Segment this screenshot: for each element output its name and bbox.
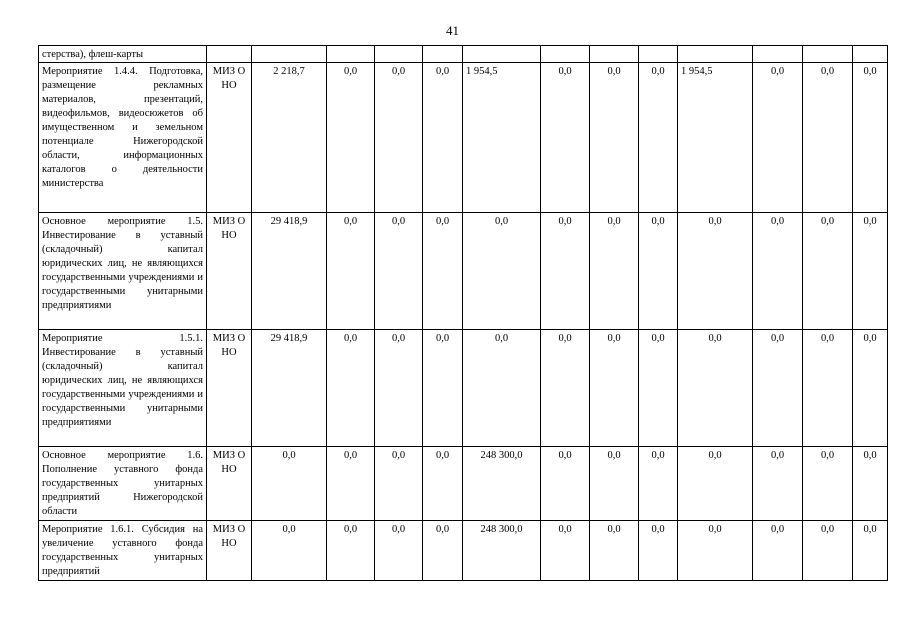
value-cell: 0,0 bbox=[541, 521, 590, 581]
value-cell: 0,0 bbox=[678, 447, 753, 521]
value-cell: 0,0 bbox=[853, 447, 888, 521]
value-cell: 1 954,5 bbox=[463, 63, 541, 213]
value-cell bbox=[639, 46, 678, 63]
value-cell: 0,0 bbox=[853, 63, 888, 213]
value-cell: 0,0 bbox=[327, 213, 375, 330]
value-cell: 0,0 bbox=[423, 63, 463, 213]
value-cell bbox=[590, 46, 639, 63]
value-cell: 0,0 bbox=[375, 63, 423, 213]
value-cell: 0,0 bbox=[423, 447, 463, 521]
value-cell: 248 300,0 bbox=[463, 447, 541, 521]
value-cell bbox=[541, 46, 590, 63]
measure-name-cell: Мероприятие 1.6.1. Субсидия на увеличение уставного фонда государственных унитарных предприятий bbox=[39, 521, 207, 581]
value-cell: 2 218,7 bbox=[252, 63, 327, 213]
value-cell: 0,0 bbox=[327, 63, 375, 213]
value-cell bbox=[423, 46, 463, 63]
value-cell: 0,0 bbox=[375, 521, 423, 581]
budget-table bbox=[38, 45, 888, 581]
table-row bbox=[39, 521, 888, 581]
value-cell: 0,0 bbox=[590, 330, 639, 447]
value-cell: 0,0 bbox=[803, 63, 853, 213]
value-cell: 0,0 bbox=[853, 330, 888, 447]
organization-cell: МИЗ О НО bbox=[207, 63, 252, 213]
table-row bbox=[39, 447, 888, 521]
value-cell: 248 300,0 bbox=[463, 521, 541, 581]
value-cell: 0,0 bbox=[327, 330, 375, 447]
value-cell bbox=[252, 46, 327, 63]
organization-cell: МИЗ О НО bbox=[207, 213, 252, 330]
table-row bbox=[39, 213, 888, 330]
value-cell: 0,0 bbox=[423, 213, 463, 330]
value-cell: 0,0 bbox=[803, 213, 853, 330]
value-cell: 0,0 bbox=[753, 213, 803, 330]
value-cell: 0,0 bbox=[541, 330, 590, 447]
value-cell: 1 954,5 bbox=[678, 63, 753, 213]
value-cell: 0,0 bbox=[590, 213, 639, 330]
value-cell: 0,0 bbox=[590, 521, 639, 581]
value-cell: 0,0 bbox=[803, 447, 853, 521]
value-cell: 0,0 bbox=[678, 213, 753, 330]
table-row bbox=[39, 330, 888, 447]
value-cell bbox=[327, 46, 375, 63]
value-cell bbox=[678, 46, 753, 63]
measure-name-cell: стерства), флеш-карты bbox=[39, 46, 207, 63]
value-cell: 0,0 bbox=[753, 521, 803, 581]
value-cell: 0,0 bbox=[853, 521, 888, 581]
measure-name-cell: Основное мероприятие 1.6. Пополнение уставного фонда государственных унитарных предприятий Нижегородской области bbox=[39, 447, 207, 521]
page-number: 41 bbox=[446, 23, 459, 38]
value-cell: 0,0 bbox=[423, 330, 463, 447]
value-cell: 0,0 bbox=[590, 447, 639, 521]
value-cell: 29 418,9 bbox=[252, 213, 327, 330]
value-cell: 0,0 bbox=[423, 521, 463, 581]
value-cell bbox=[753, 46, 803, 63]
value-cell bbox=[375, 46, 423, 63]
value-cell: 0,0 bbox=[375, 330, 423, 447]
measure-name-cell: Основное мероприятие 1.5. Инвестирование в уставный (складочный) капитал юридических лиц, не являющихся государственными учреждениями и государственными унитарными предприятиями bbox=[39, 213, 207, 330]
value-cell: 0,0 bbox=[753, 447, 803, 521]
value-cell bbox=[803, 46, 853, 63]
value-cell: 0,0 bbox=[678, 330, 753, 447]
value-cell: 0,0 bbox=[639, 63, 678, 213]
value-cell: 0,0 bbox=[803, 330, 853, 447]
value-cell bbox=[853, 46, 888, 63]
value-cell: 0,0 bbox=[639, 447, 678, 521]
organization-cell: МИЗ О НО bbox=[207, 447, 252, 521]
value-cell: 0,0 bbox=[590, 63, 639, 213]
value-cell: 0,0 bbox=[541, 213, 590, 330]
value-cell: 0,0 bbox=[252, 521, 327, 581]
measure-name-cell: Мероприятие 1.4.4. Подготовка, размещение рекламных материалов, презентаций, видеофильмов, видеосюжетов об имущественном и земельном потенциале Нижегородской области, информационных каталогов о деятельности министерства bbox=[39, 63, 207, 213]
value-cell: 0,0 bbox=[541, 447, 590, 521]
table-row bbox=[39, 46, 888, 63]
organization-cell bbox=[207, 46, 252, 63]
value-cell: 0,0 bbox=[375, 447, 423, 521]
table-row bbox=[39, 63, 888, 213]
value-cell: 29 418,9 bbox=[252, 330, 327, 447]
value-cell: 0,0 bbox=[803, 521, 853, 581]
value-cell bbox=[463, 46, 541, 63]
value-cell: 0,0 bbox=[541, 63, 590, 213]
value-cell: 0,0 bbox=[327, 447, 375, 521]
value-cell: 0,0 bbox=[753, 63, 803, 213]
value-cell: 0,0 bbox=[375, 213, 423, 330]
measure-name-cell: Мероприятие 1.5.1. Инвестирование в уставный (складочный) капитал юридических лиц, не являющихся государственными учреждениями и государственными унитарными предприятиями bbox=[39, 330, 207, 447]
value-cell: 0,0 bbox=[639, 521, 678, 581]
organization-cell: МИЗ О НО bbox=[207, 330, 252, 447]
value-cell: 0,0 bbox=[678, 521, 753, 581]
value-cell: 0,0 bbox=[252, 447, 327, 521]
value-cell: 0,0 bbox=[463, 330, 541, 447]
value-cell: 0,0 bbox=[639, 213, 678, 330]
value-cell: 0,0 bbox=[463, 213, 541, 330]
value-cell: 0,0 bbox=[327, 521, 375, 581]
value-cell: 0,0 bbox=[639, 330, 678, 447]
value-cell: 0,0 bbox=[853, 213, 888, 330]
organization-cell: МИЗ О НО bbox=[207, 521, 252, 581]
value-cell: 0,0 bbox=[753, 330, 803, 447]
